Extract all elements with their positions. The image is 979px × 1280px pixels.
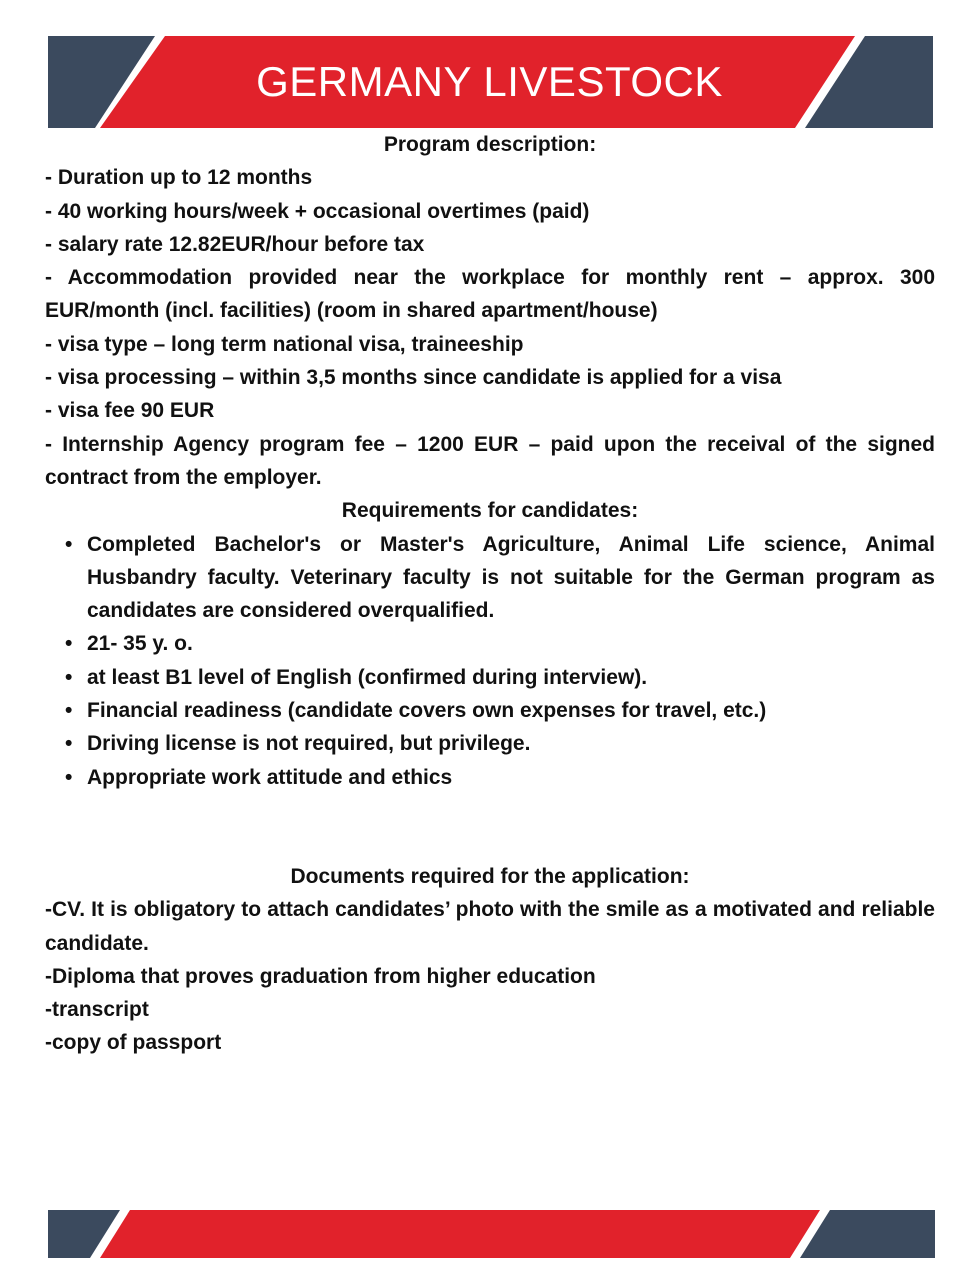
program-item-accommodation: - Accommodation provided near the workplace for monthly rent – approx. 300 EUR/month (incl. facilities) (room in shared apartment/house) (45, 266, 935, 323)
documents-heading: Documents required for the application: (290, 864, 690, 888)
page-title: GERMANY LIVESTOCK (256, 58, 723, 105)
program-item-visa-type: - visa type – long term national visa, traineeship (45, 332, 524, 356)
requirement-text: 21- 35 y. o. (87, 632, 193, 656)
program-item-agency-fee: - Internship Agency program fee – 1200 EUR – paid upon the receival of the signed contract from the employer. (45, 432, 935, 489)
requirements-heading: Requirements for candidates: (341, 499, 639, 523)
requirements-list (45, 528, 935, 794)
footer-banner (0, 1210, 979, 1258)
program-heading: Program description: (383, 133, 597, 156)
bullet: • (65, 532, 73, 556)
bullet: • (65, 632, 73, 656)
requirement-text: Completed Bachelor's or Master's Agriculture, Animal Life science, Animal Husbandry faculty. Veterinary faculty is not suitable for the German program as candidates are considered overqualified. (87, 532, 935, 623)
bullet: • (65, 699, 73, 723)
requirement-item-driving (65, 727, 935, 760)
footer-banner-shapes (0, 1210, 979, 1258)
requirement-text: at least B1 level of English (confirmed during interview). (87, 665, 648, 689)
section-spacer (45, 794, 935, 860)
requirement-item-financial (65, 694, 935, 727)
footer-red-band (100, 1210, 820, 1258)
requirement-item-attitude (65, 761, 935, 794)
document-item-cv: -CV. It is obligatory to attach candidates’ photo with the smile as a motivated and reliable candidate. (45, 898, 935, 955)
bullet: • (65, 765, 73, 789)
requirement-item-age (65, 627, 935, 660)
requirement-text: Appropriate work attitude and ethics (87, 765, 453, 789)
program-item-visa-processing: - visa processing – within 3,5 months since candidate is applied for a visa (45, 366, 782, 390)
requirement-text: Driving license is not required, but privilege. (87, 732, 531, 756)
program-item-visa-fee: - visa fee 90 EUR (45, 399, 215, 423)
requirement-item-english (65, 661, 935, 694)
requirement-item-education (65, 528, 935, 628)
document-item-diploma: -Diploma that proves graduation from higher education (45, 964, 596, 988)
document-item-transcript: -transcript (45, 998, 149, 1022)
document-body (45, 128, 935, 1060)
document-item-passport: -copy of passport (45, 1031, 222, 1055)
program-item-hours: - 40 working hours/week + occasional overtimes (paid) (45, 199, 590, 223)
requirement-text: Financial readiness (candidate covers own expenses for travel, etc.) (87, 699, 767, 723)
bullet: • (65, 665, 73, 689)
program-item-duration: - Duration up to 12 months (45, 166, 313, 190)
program-item-salary: - salary rate 12.82EUR/hour before tax (45, 232, 425, 256)
footer-navy-right (800, 1210, 935, 1258)
bullet: • (65, 732, 73, 756)
